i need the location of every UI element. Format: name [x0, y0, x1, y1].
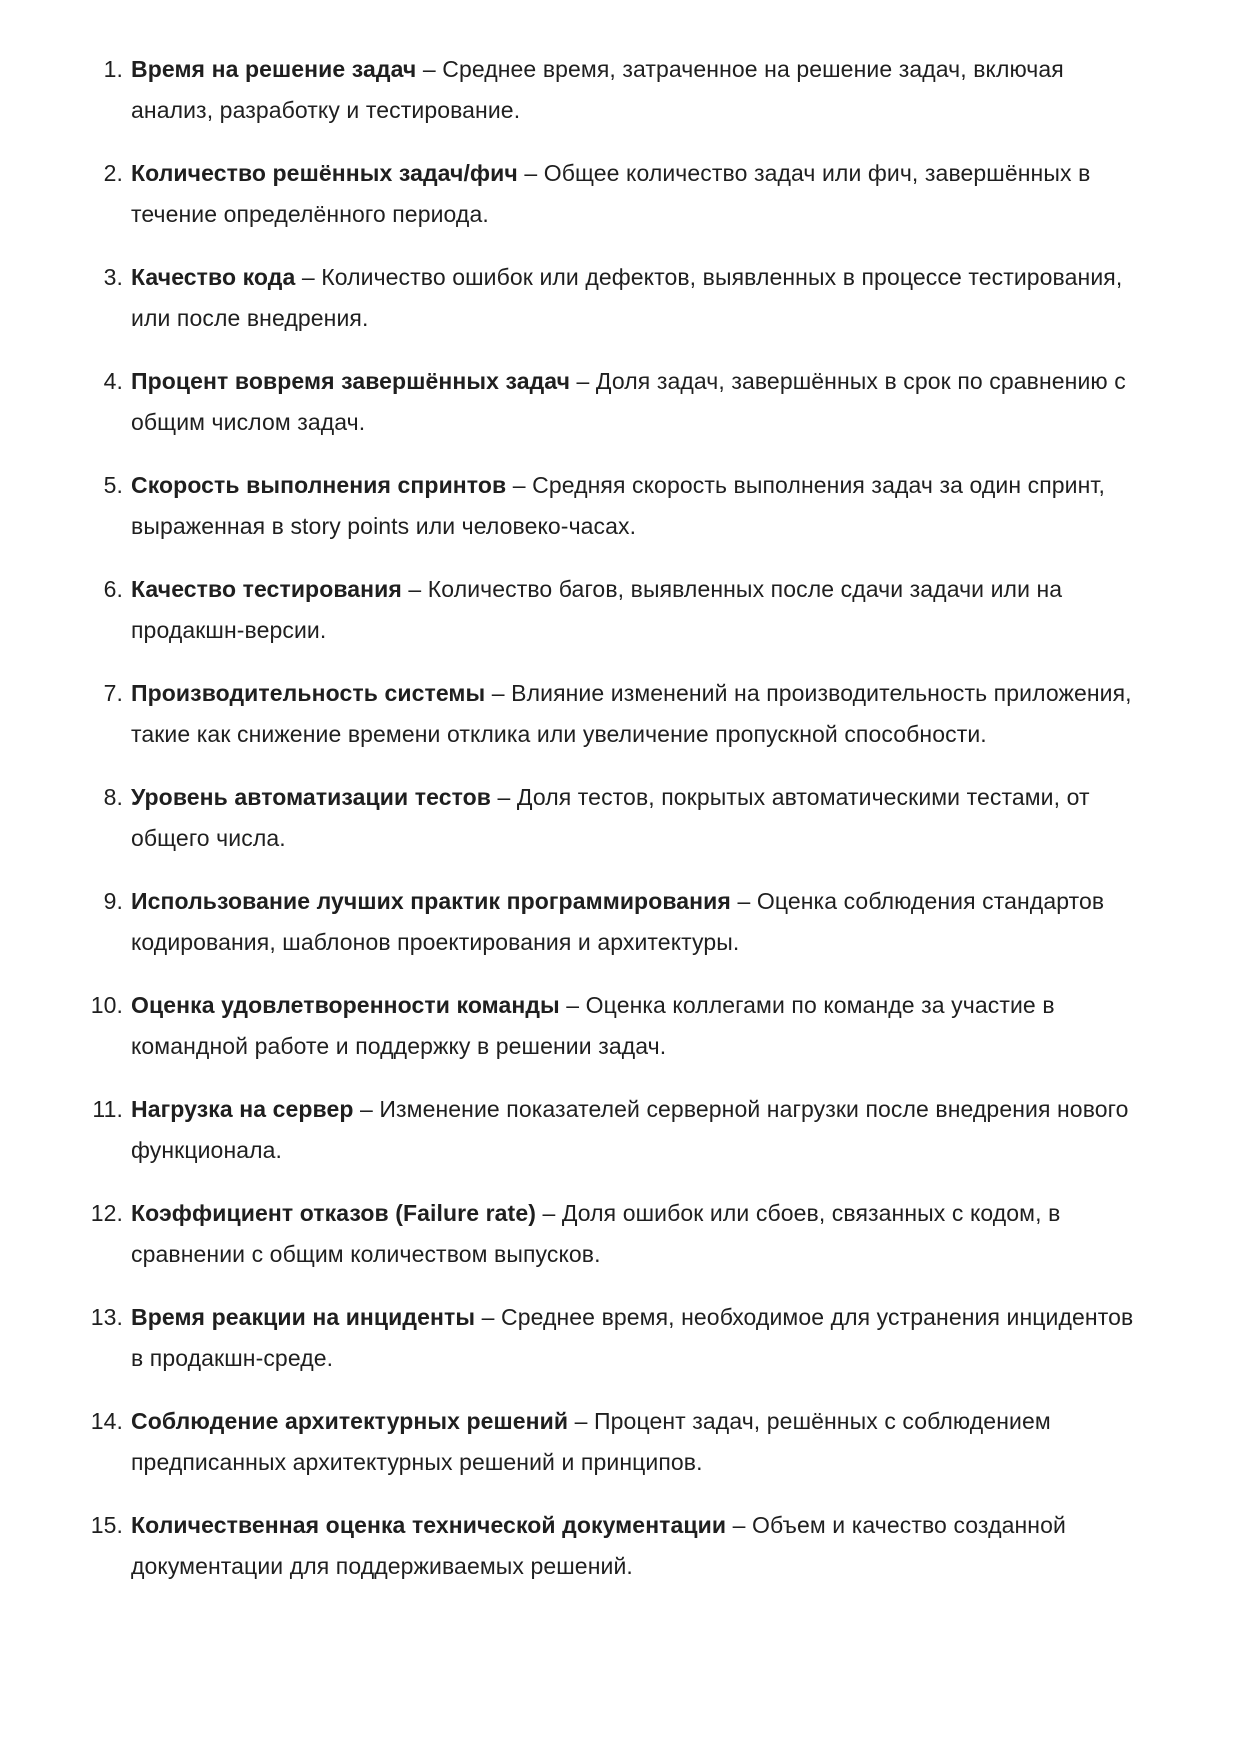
- item-number: 9.: [103, 888, 123, 914]
- item-description: – Влияние изменений на производительность приложения, такие как снижение времени отклика или увеличение пропускной способности.: [131, 680, 1132, 747]
- list-item: [0, 1505, 1239, 1587]
- item-description: – Среднее время, затраченное на решение задач, включая анализ, разработку и тестирование.: [131, 56, 1064, 123]
- item-number: 10.: [90, 992, 123, 1018]
- item-description: – Процент задач, решённых с соблюдением предписанных архитектурных решений и принципов.: [131, 1408, 1051, 1475]
- item-term: Использование лучших практик программирования: [131, 888, 731, 914]
- list-item: [0, 49, 1239, 131]
- list-item: [0, 569, 1239, 651]
- item-number: 14.: [90, 1408, 123, 1434]
- item-text: [131, 361, 1138, 443]
- item-description: – Доля задач, завершённых в срок по сравнению с общим числом задач.: [131, 368, 1126, 435]
- item-term: Уровень автоматизации тестов: [131, 784, 492, 810]
- item-description: – Объем и качество созданной документации для поддерживаемых решений.: [131, 1512, 1066, 1579]
- item-term: Оценка удовлетворенности команды: [131, 992, 560, 1018]
- list-item: [0, 777, 1239, 859]
- item-description: – Изменение показателей серверной нагрузки после внедрения нового функционала.: [131, 1096, 1129, 1163]
- item-text: [131, 985, 1138, 1067]
- item-text: [131, 1297, 1138, 1379]
- item-text: [131, 465, 1138, 547]
- item-term: Скорость выполнения спринтов: [131, 472, 507, 498]
- item-text: [131, 49, 1138, 131]
- list-item: [0, 673, 1239, 755]
- item-term: Процент вовремя завершённых задач: [131, 368, 571, 394]
- item-number: 5.: [103, 472, 123, 498]
- item-term: Качество тестирования: [131, 576, 402, 602]
- list-item: [0, 1089, 1239, 1171]
- item-text: [131, 569, 1138, 651]
- list-item: [0, 465, 1239, 547]
- item-number: 1.: [103, 56, 123, 82]
- item-description: – Оценка коллегами по команде за участие в командной работе и поддержку в решении задач.: [131, 992, 1055, 1059]
- list-item: [0, 1401, 1239, 1483]
- item-text: [131, 881, 1138, 963]
- item-number: 3.: [103, 264, 123, 290]
- item-term: Производительность системы: [131, 680, 486, 706]
- item-description: – Средняя скорость выполнения задач за один спринт, выраженная в story points или человеко-часах.: [131, 472, 1105, 539]
- item-text: [131, 673, 1138, 755]
- item-number: 6.: [103, 576, 123, 602]
- item-description: – Количество ошибок или дефектов, выявленных в процессе тестирования, или после внедрения.: [131, 264, 1123, 331]
- item-text: [131, 1401, 1138, 1483]
- item-term: Соблюдение архитектурных решений: [131, 1408, 569, 1434]
- list-item: [0, 1297, 1239, 1379]
- list-item: [0, 153, 1239, 235]
- list-item: [0, 881, 1239, 963]
- item-number: 2.: [103, 160, 123, 186]
- item-number: 7.: [103, 680, 123, 706]
- item-description: – Доля тестов, покрытых автоматическими тестами, от общего числа.: [131, 784, 1090, 851]
- item-description: – Среднее время, необходимое для устранения инцидентов в продакшн-среде.: [131, 1304, 1134, 1371]
- item-number: 12.: [90, 1200, 123, 1226]
- item-description: – Количество багов, выявленных после сдачи задачи или на продакшн-версии.: [131, 576, 1063, 643]
- item-term: Нагрузка на сервер: [131, 1096, 354, 1122]
- metrics-list: [0, 49, 1239, 1587]
- item-description: – Доля ошибок или сбоев, связанных с кодом, в сравнении с общим количеством выпусков.: [131, 1200, 1061, 1267]
- item-number: 13.: [90, 1304, 123, 1330]
- list-item: [0, 985, 1239, 1067]
- item-term: Время реакции на инциденты: [131, 1304, 476, 1330]
- item-term: Количество решённых задач/фич: [131, 160, 518, 186]
- item-number: 15.: [90, 1512, 123, 1538]
- item-text: [131, 1505, 1138, 1587]
- item-description: – Общее количество задач или фич, завершённых в течение определённого периода.: [131, 160, 1091, 227]
- item-text: [131, 777, 1138, 859]
- item-text: [131, 153, 1138, 235]
- item-term: Коэффициент отказов (Failure rate): [131, 1200, 536, 1226]
- item-term: Качество кода: [131, 264, 296, 290]
- item-number: 4.: [103, 368, 123, 394]
- item-text: [131, 1089, 1138, 1171]
- item-number: 11.: [92, 1096, 123, 1122]
- item-term: Время на решение задач: [131, 56, 417, 82]
- item-text: [131, 1193, 1138, 1275]
- item-term: Количественная оценка технической документации: [131, 1512, 727, 1538]
- item-description: – Оценка соблюдения стандартов кодирования, шаблонов проектирования и архитектуры.: [131, 888, 1105, 955]
- item-text: [131, 257, 1138, 339]
- item-number: 8.: [103, 784, 123, 810]
- list-item: [0, 361, 1239, 443]
- list-item: [0, 257, 1239, 339]
- list-item: [0, 1193, 1239, 1275]
